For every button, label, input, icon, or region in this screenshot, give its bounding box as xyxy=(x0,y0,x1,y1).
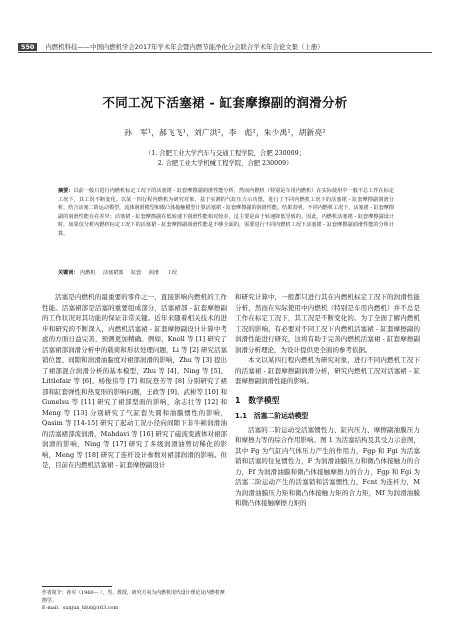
header-rule xyxy=(18,52,432,53)
intro-paragraph: 活塞是内燃机的最重要的零件之一，直接影响内燃机的工作性能。活塞裙部是活塞的重要组成部分，活塞裙部 - 缸套摩擦副的工作状况对其功能的保证非常关键。近年来随着相关技术的进步和研究的不断深入，内燃机活塞裙 - 缸套摩擦副设计计算中考虑的方面日益完善，预测更加精确。例如，Knoll 等 [1] 研究了活塞裙部润滑分析中的载荷和形状处理问题，Li 等 [2] 研究活塞销位置、间隙和润滑油黏度对裙部润滑的影响，Zhu 等 [3] 提出了裙部混合润滑分析的基本模型，Zhu 等 [4]、Ning 等 [5]、Littlefair 等 [6]、杨俊伟等 [7] 和阮登芳等 [8] 分别研究了裙部和缸套弹性和热变形的影响问题，王政等 [9]、武彬等 [10] 和 Gunelsu 等 [11] 研究了裙部型面的影响，余志壮等 [12] 和 Meng 等 [13] 分别研究了气缸套失圆和油膜惯性的影响，Qasim 等 [14-15] 研究了起动工况小径向间隙下非牛顿润滑油的活塞裙部流润滑，Mahdavi 等 [16] 研究了磁流变液体对裙部润滑的影响，Ning 等 [17] 研究了多级润滑油剪切稀化的影响，Meng 等 [18] 研究了连杆设计参数对裙部润滑的影响。但是，目前在内燃机活塞裙 - 缸套摩擦副设计 xyxy=(42,293,227,469)
affiliations xyxy=(0,149,450,169)
author-email: E-mail：sunjun_hfut@163.com xyxy=(42,605,119,611)
author-list: 孙 军¹，郝飞飞¹，刘广洪²，李 彪²，朱少禹¹，胡新亮² xyxy=(124,128,326,137)
keyword: 内燃机 xyxy=(80,270,96,276)
keyword: 工况 xyxy=(166,270,177,276)
section-heading: 1 数学模型 xyxy=(235,395,280,405)
paper-title: 不同工况下活塞裙 - 缸套摩擦副的润滑分析 xyxy=(102,95,348,110)
author-bio: 作者简介：孙军（1960— ），男，教授，研究方向为内燃机现代设计理论及内燃机摩擦学。 xyxy=(42,590,225,604)
page-header xyxy=(18,42,432,51)
keywords-label: 关键词： xyxy=(58,270,79,276)
intro-paragraph: 本文以某四行程内燃机为研究对象，进行不同内燃机工况下的活塞裙 - 缸套摩擦副润滑分析，研究内燃机工况对活塞裙 - 缸套摩擦副润滑性能的影响。 xyxy=(235,356,420,385)
subsection-heading: 1.1 活塞二阶运动模型 xyxy=(235,412,309,420)
affiliation-2: 2. 合肥工业大学机械工程学院，合肥 230009） xyxy=(157,160,293,167)
keyword: 润滑 xyxy=(148,270,159,276)
abstract-text: 以前一般只进行内燃机标定工况下的活塞裙 - 缸套摩擦副润滑性能分析，然而内燃机（特别是车用内燃机）在实际使用中一般不总工作在标定工况下，其工况不断变化。以某一四行程内燃机为研究对象，基于实测的气缸压力示功图，进行了不同内燃机工况下的活塞裙 - 缸套摩擦副润滑分析。结合活塞二阶运动模型，流体润滑模型和微凸体接触模型计算活塞裙 - 缸套摩擦副的润滑性能。结果表明，不同内燃机工况下，活塞裙 - 缸套摩擦副的润滑性能存在差异；活塞裙 - 缸套摩擦副在低转速下润滑性能相对较差，这主要是由于转速降低导致的。因此，内燃机活塞裙 - 缸套摩擦副设计时，如果仅分析内燃机标定工况下的活塞裙 - 缸套摩擦副润滑性能是不够全面的，需要进行不同内燃机工况下活塞裙 - 缸套摩擦副润滑性能的分析计算。 xyxy=(58,188,394,237)
footnote-rule xyxy=(42,586,112,587)
abstract-label: 摘要： xyxy=(58,188,74,194)
intro-paragraph-continued: 和研究计算中，一般都只进行其在内燃机标定工况下的润滑性能分析，然而在实际使用中内燃机（特别是车用内燃机）并不总是工作在标定工况下，其工况是不断变化的。为了全面了解内燃机工况的影响，有必要对不同工况下内燃机活塞裙 - 缸套摩擦副的润滑性能进行研究，这将有助于完善内燃机活塞裙 - 缸套摩擦副润滑分析理论，为设计提供更全面的参考依据。 xyxy=(235,293,420,354)
affiliation-1: （1. 合肥工业大学汽车与交通工程学院，合肥 230009； xyxy=(145,150,305,157)
left-column xyxy=(42,292,227,471)
keywords xyxy=(58,269,394,276)
page-number: 550 xyxy=(18,43,37,51)
body-paragraph: 活塞的二阶运动受活塞惯性力、缸内压力、摩擦副油膜压力和摩擦力等的综合作用影响。图 1 为活塞结构及其受力示意图，其中 Fg 为气缸内气体压力产生的作用力，Fgp 和 Fgi 为活塞销和活塞的往复惯性力，F 为润滑油膜压力和微凸体接触力的合力，Ff 为润滑油膜和微凸体接触摩擦力的合力，Fgp 和 Fgi 为活塞二阶运动产生的活塞销和活塞惯性力，Fcnt 为连杆力，M 为润滑油膜压力矩和微凸体接触力矩的合力矩，Mf 为润滑油膜和微凸体接触摩擦力矩的 xyxy=(235,425,420,507)
abstract xyxy=(58,187,394,238)
journal-name: 内燃机科技——中国内燃机学会2017年学术年会暨内燃节能净化分会联合学术年会论文集（上册） xyxy=(45,43,324,51)
keyword: 缸套 xyxy=(130,270,142,276)
right-column xyxy=(235,292,420,509)
footnote xyxy=(42,590,227,613)
keyword: 活塞裙部 xyxy=(102,270,124,276)
